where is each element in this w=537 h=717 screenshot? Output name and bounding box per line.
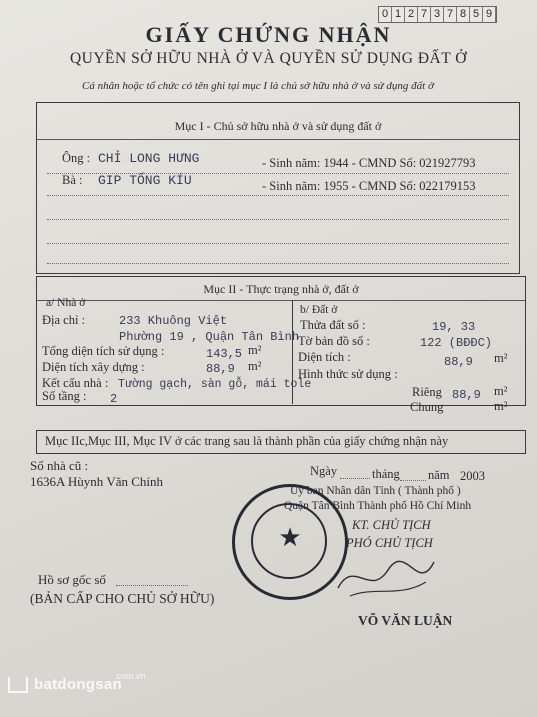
house-subheading: a/ Nhà ở	[46, 297, 86, 309]
owner2-name: GIP TỐNG KÍU	[98, 173, 192, 188]
cert-digit: 5	[470, 7, 483, 22]
signer-name: VÕ VĂN LUẬN	[358, 613, 453, 628]
watermark	[8, 676, 122, 693]
total-area-unit: m²	[248, 343, 262, 357]
total-area-value: 143,5	[206, 347, 243, 361]
cert-digit: 8	[457, 7, 470, 22]
cert-digit: 1	[392, 7, 405, 22]
vice-chairman: PHÓ CHỦ TỊCH	[346, 536, 433, 550]
built-area-value: 88,9	[206, 362, 235, 376]
old-house-number-label: Số nhà cũ :	[30, 458, 89, 473]
structure-value: Tường gạch, sàn gỗ, mái tole	[118, 378, 312, 391]
plot-value: 19, 33	[432, 320, 476, 334]
cert-digit: 3	[431, 7, 444, 22]
cert-digit: 7	[444, 7, 457, 22]
owner1-prefix: Ông :	[62, 151, 91, 165]
owner1-name: CHỈ LONG HƯNG	[98, 151, 200, 166]
date-month-label: tháng	[372, 467, 400, 481]
date-day-label: Ngày	[310, 464, 338, 478]
section-owners-heading: Mục I - Chủ sở hữu nhà ở và sử dụng đất ở	[174, 119, 382, 133]
document-subtitle: QUYỀN SỞ HỮU NHÀ Ở VÀ QUYỀN SỬ DỤNG ĐẤT Ở	[69, 50, 468, 67]
old-house-number-value: 1636A Hùynh Văn Chính	[30, 474, 164, 489]
cert-digit: 0	[379, 7, 392, 22]
original-file-label: Hồ sơ gốc số	[38, 572, 106, 587]
section-property-heading: Mục II - Thực trạng nhà ở, đất ở	[203, 282, 359, 296]
address-line1: 233 Khuông Việt	[119, 314, 228, 328]
continuation-note-text: Mục IIc,Mục III, Mục IV ở các trang sau là thành phần của giấy chứng nhận này	[45, 434, 449, 448]
watermark-domain: .com.vn	[114, 671, 146, 681]
document-title: GIẤY CHỨNG NHẬN	[145, 22, 392, 47]
land-area-unit: m²	[494, 351, 508, 365]
total-area-label: Tổng diện tích sử dụng :	[42, 344, 165, 358]
map-sheet-value: 122 (BĐĐC)	[420, 336, 493, 350]
date-year-label: năm	[428, 468, 450, 482]
structure-label: Kết cấu nhà :	[42, 376, 109, 390]
plot-label: Thửa đất số :	[300, 318, 366, 332]
issued-to-owner-note: (BẢN CẤP CHO CHỦ SỞ HỮU)	[30, 591, 215, 606]
floors-label: Số tầng :	[42, 389, 87, 403]
shared-unit: m²	[494, 399, 508, 413]
owner2-birth-id: - Sinh năm: 1955 - CMND Số: 022179153	[262, 179, 476, 193]
for-chairman: KT. CHỦ TỊCH	[352, 518, 431, 532]
cert-digit: 2	[405, 7, 418, 22]
intro-note: Cá nhân hoặc tổ chức có tên ghi tại mục I là chủ sở hữu nhà ở và sử dụng đất ở	[82, 80, 434, 92]
built-area-label: Diện tích xây dựng :	[42, 360, 145, 374]
private-label: Riêng	[412, 385, 442, 399]
section-continuation-note	[36, 430, 526, 454]
land-subheading: b/ Đất ở	[300, 304, 338, 316]
cert-digit: 7	[418, 7, 431, 22]
committee-line2: Quận Tân Bình Thành phố Hồ Chí Minh	[284, 500, 472, 512]
built-area-unit: m²	[248, 359, 262, 373]
watermark-brand: batdongsan	[34, 676, 122, 693]
address-label: Địa chỉ :	[42, 313, 86, 327]
star-icon: ★	[278, 523, 302, 552]
address-line2: Phường 19 , Quận Tân Bình	[119, 330, 300, 344]
private-unit: m²	[494, 384, 508, 398]
cert-digit: 9	[483, 7, 496, 22]
land-area-label: Diện tích :	[298, 350, 351, 364]
signature-mark	[330, 548, 440, 604]
owner2-prefix: Bà :	[62, 173, 83, 187]
shared-label: Chung	[410, 400, 444, 414]
committee-line1: Ủy ban Nhân dân Tỉnh ( Thành phố )	[290, 485, 461, 497]
owner1-birth-id: - Sinh năm: 1944 - CMND Số: 021927793	[262, 156, 476, 170]
certificate-number-boxes	[378, 6, 497, 23]
map-sheet-label: Tờ bản đồ số :	[298, 334, 370, 348]
date-year-value: 2003	[460, 469, 485, 483]
house-logo-icon	[8, 677, 28, 693]
private-value: 88,9	[452, 388, 481, 402]
floors-value: 2	[110, 392, 118, 406]
land-area-value: 88,9	[444, 355, 473, 369]
usage-label: Hình thức sử dụng :	[298, 367, 398, 381]
